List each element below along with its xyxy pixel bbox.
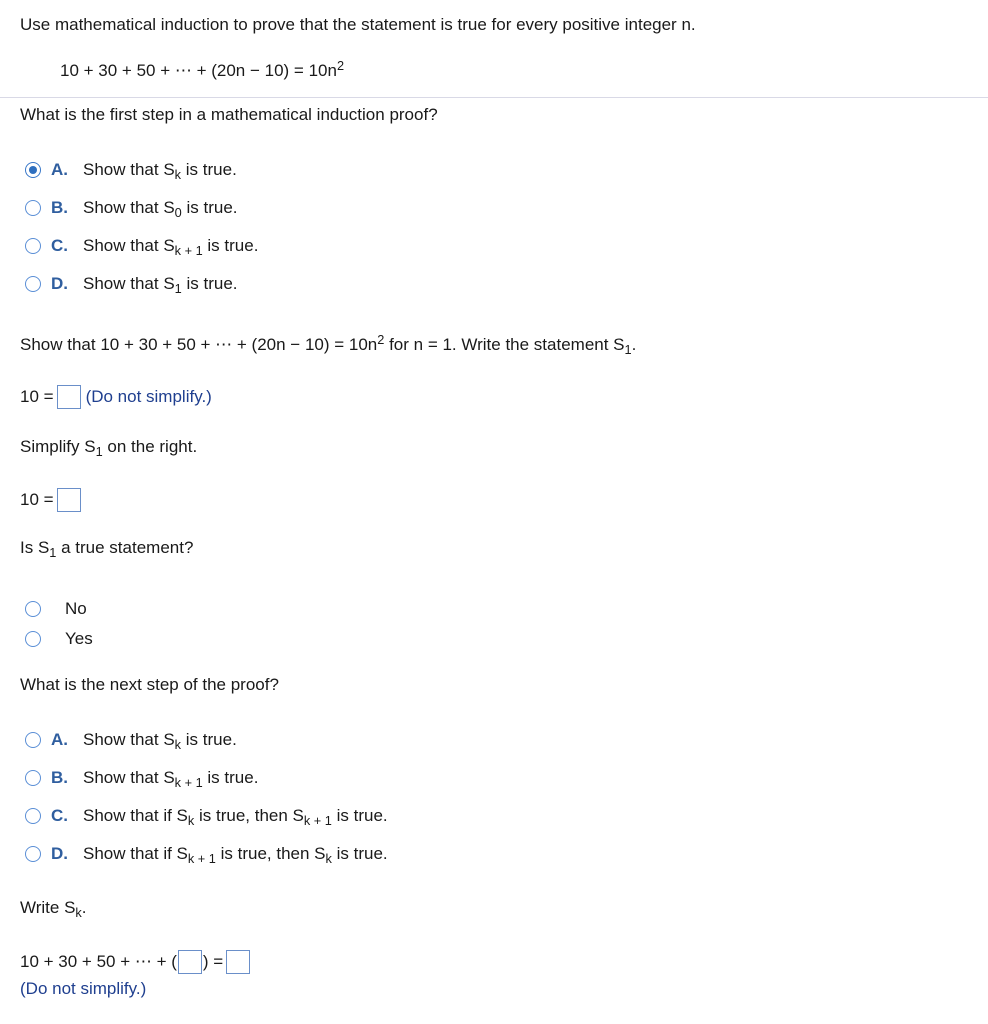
radio-icon[interactable] — [25, 631, 41, 647]
option-letter: C. — [51, 236, 68, 255]
show-that-statement: Show that 10 + 30 + 50 + ⋯ + $(20n - 10) = 10n^2$ for n = 1. Write the statement $S_1$. — [20, 331, 637, 358]
q2-option-a[interactable] — [25, 728, 237, 752]
q1-option-c[interactable] — [25, 234, 258, 258]
radio-icon[interactable] — [25, 276, 41, 292]
option-text: Show that $S_k$ is true. — [83, 160, 237, 183]
do-not-simplify-hint: (Do not simplify.) — [85, 387, 212, 406]
s1-lhs: 10 = — [20, 387, 54, 406]
radio-icon[interactable] — [25, 238, 41, 254]
statement-equation: 10 + 30 + 50 + ⋯ + $(20n - 10) = 10n^2$ — [60, 57, 345, 80]
q2-option-b[interactable] — [25, 766, 258, 790]
header-divider — [0, 97, 988, 98]
q1-prompt: What is the first step in a mathematical induction proof? — [20, 105, 438, 124]
option-letter: D. — [51, 844, 68, 863]
simplify-prompt: Simplify $S_1$ on the right. — [20, 437, 198, 460]
radio-icon[interactable] — [25, 808, 41, 824]
radio-selected-icon[interactable] — [25, 162, 41, 178]
option-yes-label: Yes — [65, 629, 93, 648]
s1-simplified-input[interactable] — [57, 488, 81, 512]
option-text: Show that if $S_k$ is true, then $S_{k + 1}$ is true. — [83, 806, 388, 829]
radio-icon[interactable] — [25, 601, 41, 617]
q2-prompt: What is the next step of the proof? — [20, 675, 279, 694]
s1-answer-input[interactable] — [57, 385, 81, 409]
instruction-text: Use mathematical induction to prove that the statement is true for every positive integer n. — [20, 15, 696, 34]
radio-icon[interactable] — [25, 770, 41, 786]
q1-option-b[interactable] — [25, 196, 238, 220]
s1-write-row — [20, 384, 212, 410]
option-letter: C. — [51, 806, 68, 825]
option-letter: B. — [51, 198, 68, 217]
s1-simplified-lhs: 10 = — [20, 490, 54, 509]
sk-term-input[interactable] — [178, 950, 202, 974]
option-text: Show that $S_{k + 1}$ is true. — [83, 236, 259, 259]
option-letter: B. — [51, 768, 68, 787]
write-sk-prompt: Write $S_k$. — [20, 898, 87, 921]
option-no-label: No — [65, 599, 87, 618]
s1-simplified-row — [20, 487, 84, 513]
q1-option-a[interactable] — [25, 158, 237, 182]
true-statement-question: Is $S_1$ a true statement? — [20, 538, 194, 561]
option-letter: A. — [51, 160, 68, 179]
option-letter: A. — [51, 730, 68, 749]
option-text: Show that $S_k$ is true. — [83, 730, 237, 753]
radio-icon[interactable] — [25, 200, 41, 216]
radio-icon[interactable] — [25, 732, 41, 748]
sk-do-not-simplify-hint: (Do not simplify.) — [20, 979, 147, 998]
sk-equation-row — [20, 949, 253, 975]
q1-option-d[interactable] — [25, 272, 238, 296]
option-text: Show that if $S_{k + 1}$ is true, then $S_k$ is true. — [83, 844, 388, 867]
option-text: Show that $S_0$ is true. — [83, 198, 238, 221]
option-no[interactable] — [25, 597, 87, 621]
q2-option-c[interactable] — [25, 804, 388, 828]
sk-rhs-input[interactable] — [226, 950, 250, 974]
option-text: Show that $S_1$ is true. — [83, 274, 238, 297]
option-letter: D. — [51, 274, 68, 293]
q2-option-d[interactable] — [25, 842, 388, 866]
option-text: Show that $S_{k + 1}$ is true. — [83, 768, 259, 791]
option-yes[interactable] — [25, 627, 93, 651]
radio-icon[interactable] — [25, 846, 41, 862]
sk-lhs: 10 + 30 + 50 + ⋯ + ( — [20, 952, 177, 971]
sk-mid: ) = — [202, 952, 224, 971]
